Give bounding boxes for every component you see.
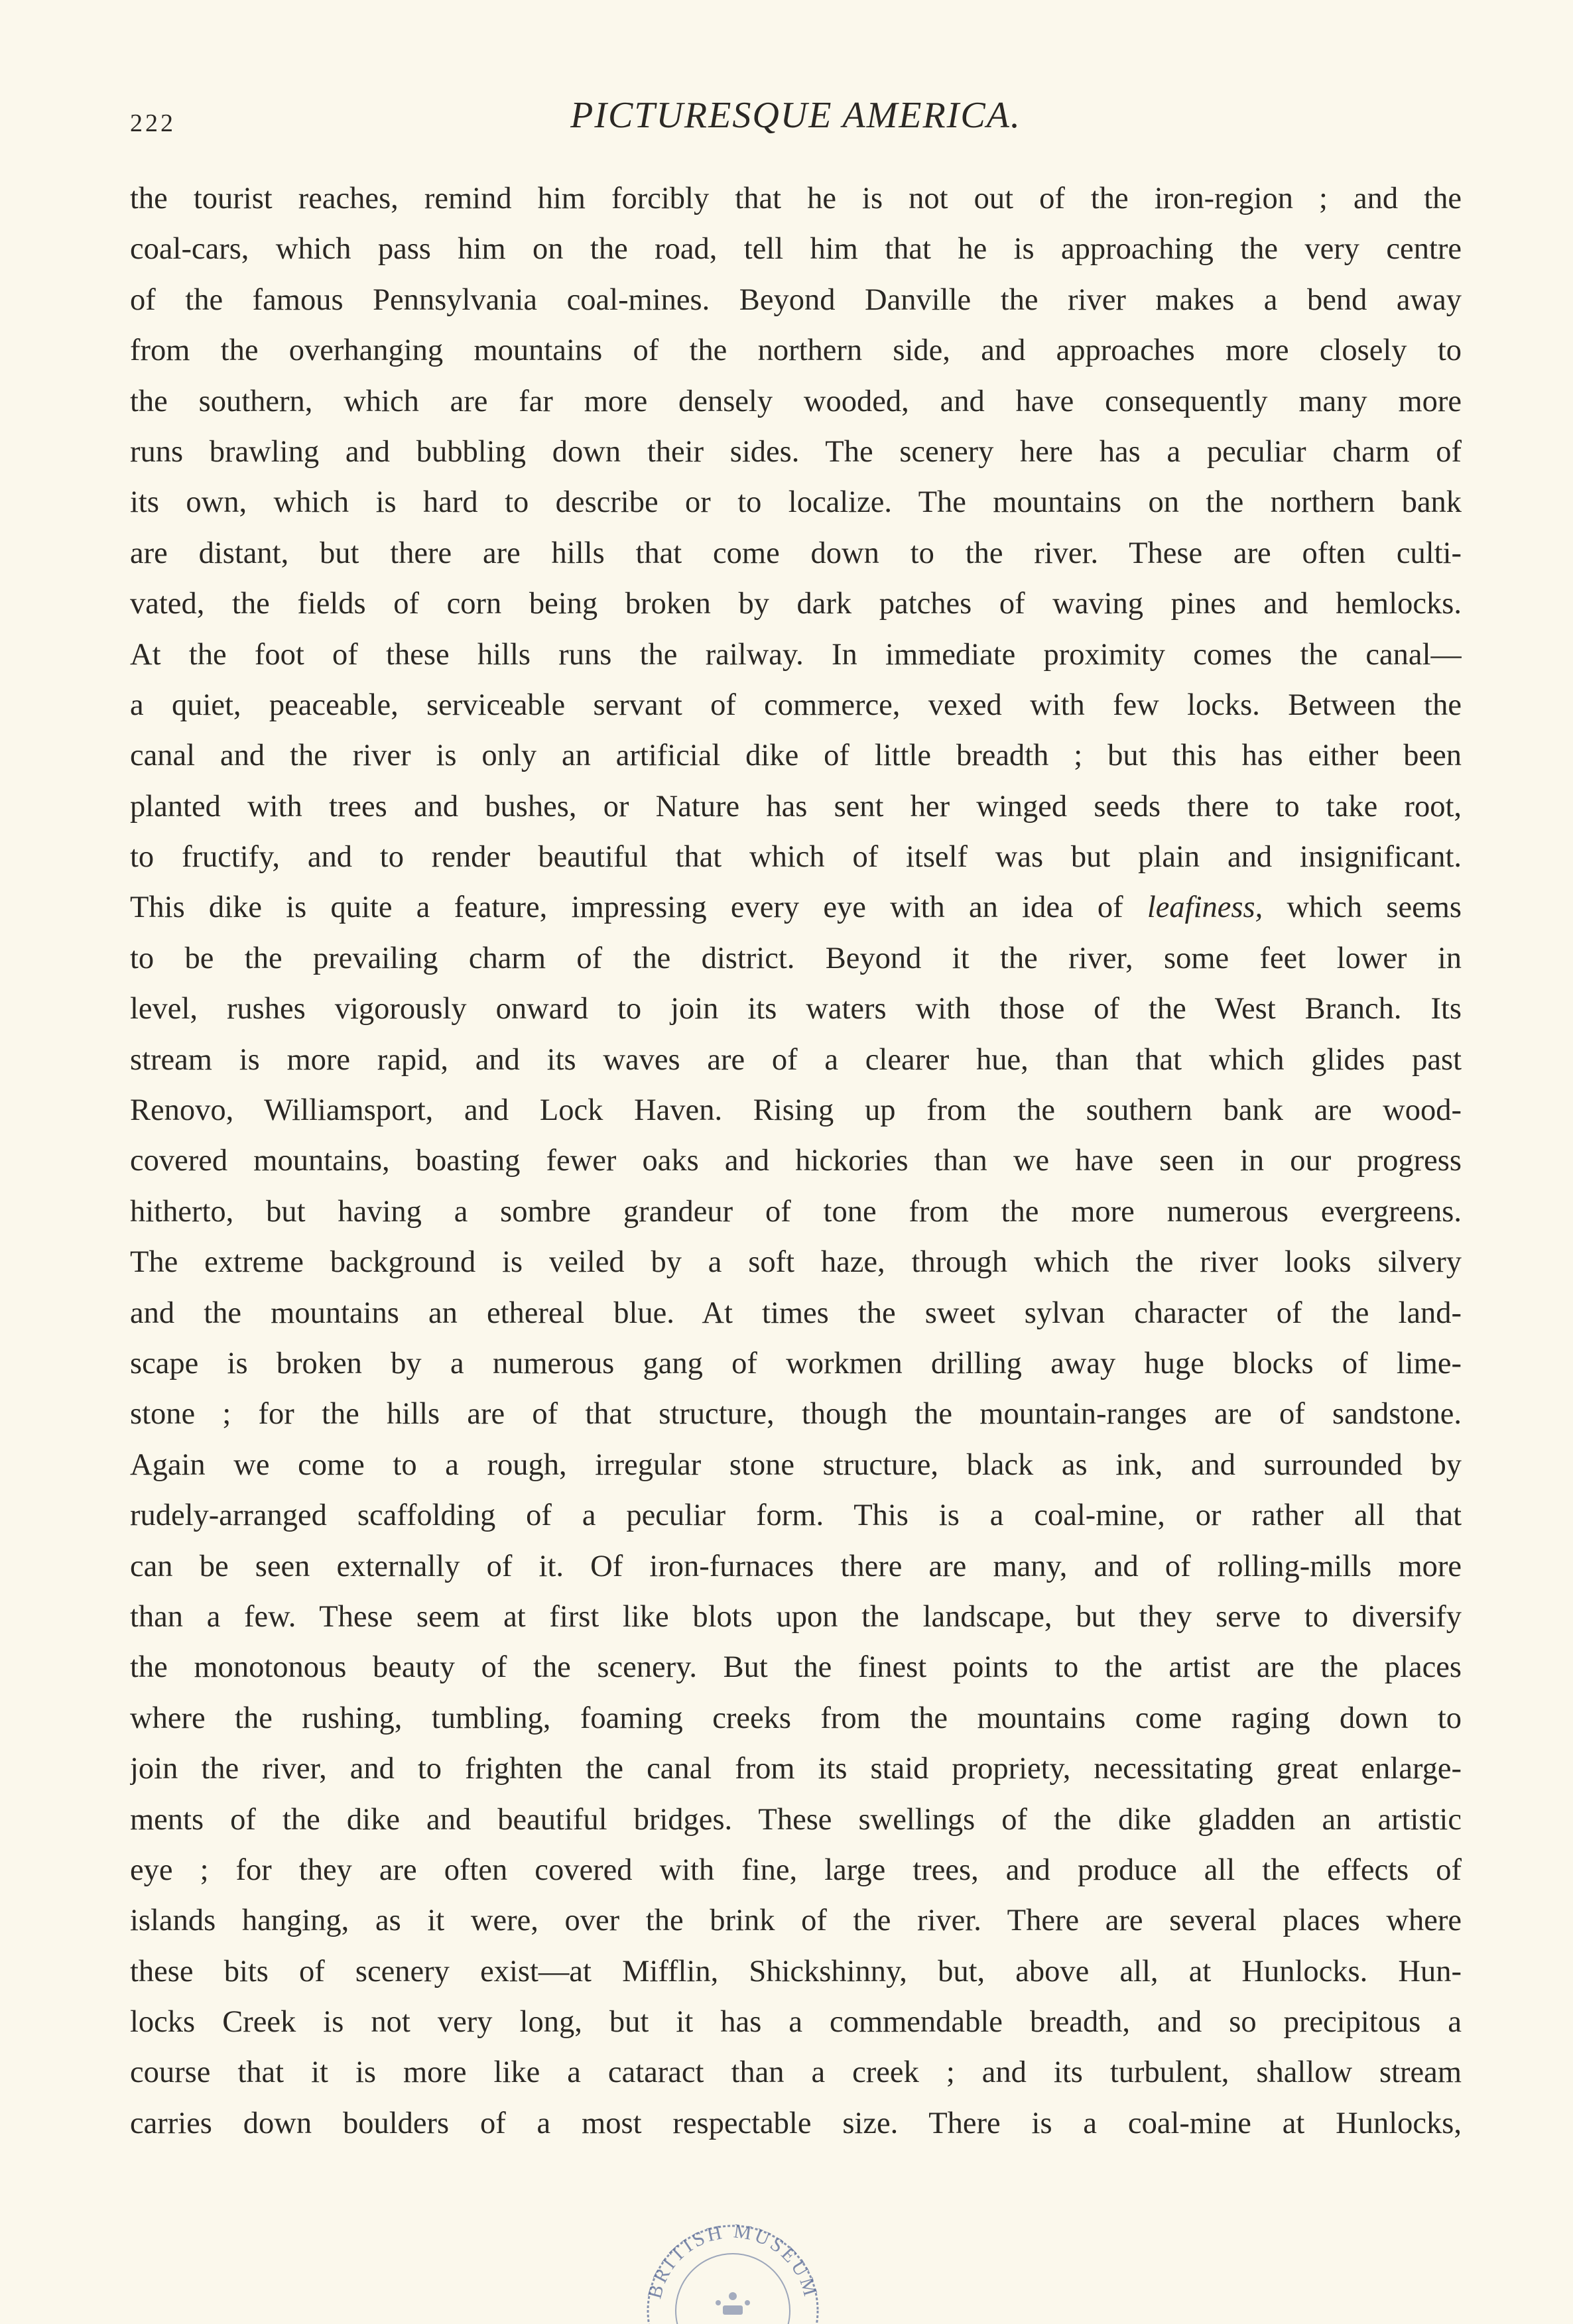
text-segment: which seems xyxy=(1263,890,1462,925)
text-line: course that it is more like a cataract than a creek ; and its turbulent, shallow stream xyxy=(130,2055,1462,2090)
text-line: of the famous Pennsylvania coal-mines. Beyond Danville the river makes a bend away xyxy=(130,282,1462,317)
page-header xyxy=(130,92,1462,145)
text-line: the southern, which are far more densely wooded, and have consequently many more xyxy=(130,384,1462,418)
text-line: to fructify, and to render beautiful that which of itself was but plain and insignificant. xyxy=(130,840,1462,875)
text-line: canal and the river is only an artificial dike of little breadth ; but this has either been xyxy=(130,739,1462,773)
page-number: 222 xyxy=(130,109,176,137)
text-line: the tourist reaches, remind him forcibly that he is not out of the iron-region ; and the xyxy=(130,182,1462,215)
text-line: its own, which is hard to describe or to localize. The mountains on the northern bank xyxy=(130,485,1462,520)
text-line: Again we come to a rough, irregular stone structure, black as ink, and surrounded by xyxy=(130,1447,1462,1482)
text-line: scape is broken by a numerous gang of workmen drilling away huge blocks of lime- xyxy=(130,1346,1462,1380)
text-segment: This dike is quite a feature, impressing every eye with an idea of xyxy=(130,890,1147,925)
text-line: than a few. These seem at first like blots upon the landscape, but they serve to diversify xyxy=(130,1599,1462,1634)
text-line: Renovo, Williamsport, and Lock Haven. Rising up from the southern bank are wood- xyxy=(130,1093,1462,1128)
text-line: carries down boulders of a most respectable size. There is a coal-mine at Hunlocks, xyxy=(130,2106,1462,2140)
text-line: join the river, and to frighten the canal from its staid propriety, necessitating great enlarge- xyxy=(130,1752,1462,1786)
text-line: rudely-arranged scaffolding of a peculiar form. This is a coal-mine, or rather all that xyxy=(130,1498,1462,1533)
text-line: are distant, but there are hills that come down to the river. These are often culti- xyxy=(130,536,1462,570)
italic-term: leafiness, xyxy=(1147,890,1263,925)
body-text xyxy=(130,174,1462,2149)
text-line: The extreme background is veiled by a soft haze, through which the river looks silvery xyxy=(130,1245,1462,1280)
text-line xyxy=(130,883,1462,933)
text-line: where the rushing, tumbling, foaming creeks from the mountains come raging down to xyxy=(130,1701,1462,1735)
stamp-text: BRITISH MUSEUM xyxy=(643,2220,822,2301)
text-line: coal-cars, which pass him on the road, tell him that he is approaching the very centre xyxy=(130,232,1462,267)
text-line: and the mountains an ethereal blue. At times the sweet sylvan character of the land- xyxy=(130,1296,1462,1330)
text-line: from the overhanging mountains of the northern side, and approaches more closely to xyxy=(130,334,1462,368)
library-stamp xyxy=(633,2218,832,2324)
running-head: PICTURESQUE AMERICA. xyxy=(570,95,1021,136)
text-line: stone ; for the hills are of that structure, though the mountain-ranges are of sandstone. xyxy=(130,1397,1462,1432)
text-line: hitherto, but having a sombre grandeur of tone from the more numerous evergreens. xyxy=(130,1194,1462,1229)
text-line: to be the prevailing charm of the district. Beyond it the river, some feet lower in xyxy=(130,941,1462,975)
text-line: can be seen externally of it. Of iron-furnaces there are many, and of rolling-mills more xyxy=(130,1549,1462,1583)
text-line: locks Creek is not very long, but it has a commendable breadth, and so precipitous a xyxy=(130,2005,1462,2040)
text-line: islands hanging, as it were, over the brink of the river. There are several places where xyxy=(130,1904,1462,1938)
text-line: stream is more rapid, and its waves are of a clearer hue, than that which glides past xyxy=(130,1042,1462,1077)
text-line: At the foot of these hills runs the railway. In immediate proximity comes the canal— xyxy=(130,637,1462,672)
text-line: a quiet, peaceable, serviceable servant of commerce, vexed with few locks. Between the xyxy=(130,688,1462,722)
text-line: covered mountains, boasting fewer oaks and hickories than we have seen in our progress xyxy=(130,1144,1462,1178)
stamp-crest-icon xyxy=(716,2292,750,2315)
text-line: these bits of scenery exist—at Mifflin, Shickshinny, but, above all, at Hunlocks. Hun- xyxy=(130,1954,1462,1988)
text-line: level, rushes vigorously onward to join its waters with those of the West Branch. Its xyxy=(130,992,1462,1026)
text-line: vated, the fields of corn being broken by dark patches of waving pines and hemlocks. xyxy=(130,587,1462,621)
text-line: ments of the dike and beautiful bridges. These swellings of the dike gladden an artistic xyxy=(130,1802,1462,1837)
text-line: planted with trees and bushes, or Nature has sent her winged seeds there to take root, xyxy=(130,789,1462,824)
text-line: the monotonous beauty of the scenery. But the finest points to the artist are the places xyxy=(130,1650,1462,1685)
text-line: runs brawling and bubbling down their sides. The scenery here has a peculiar charm of xyxy=(130,434,1462,469)
text-line: eye ; for they are often covered with fine, large trees, and produce all the effects of xyxy=(130,1853,1462,1887)
